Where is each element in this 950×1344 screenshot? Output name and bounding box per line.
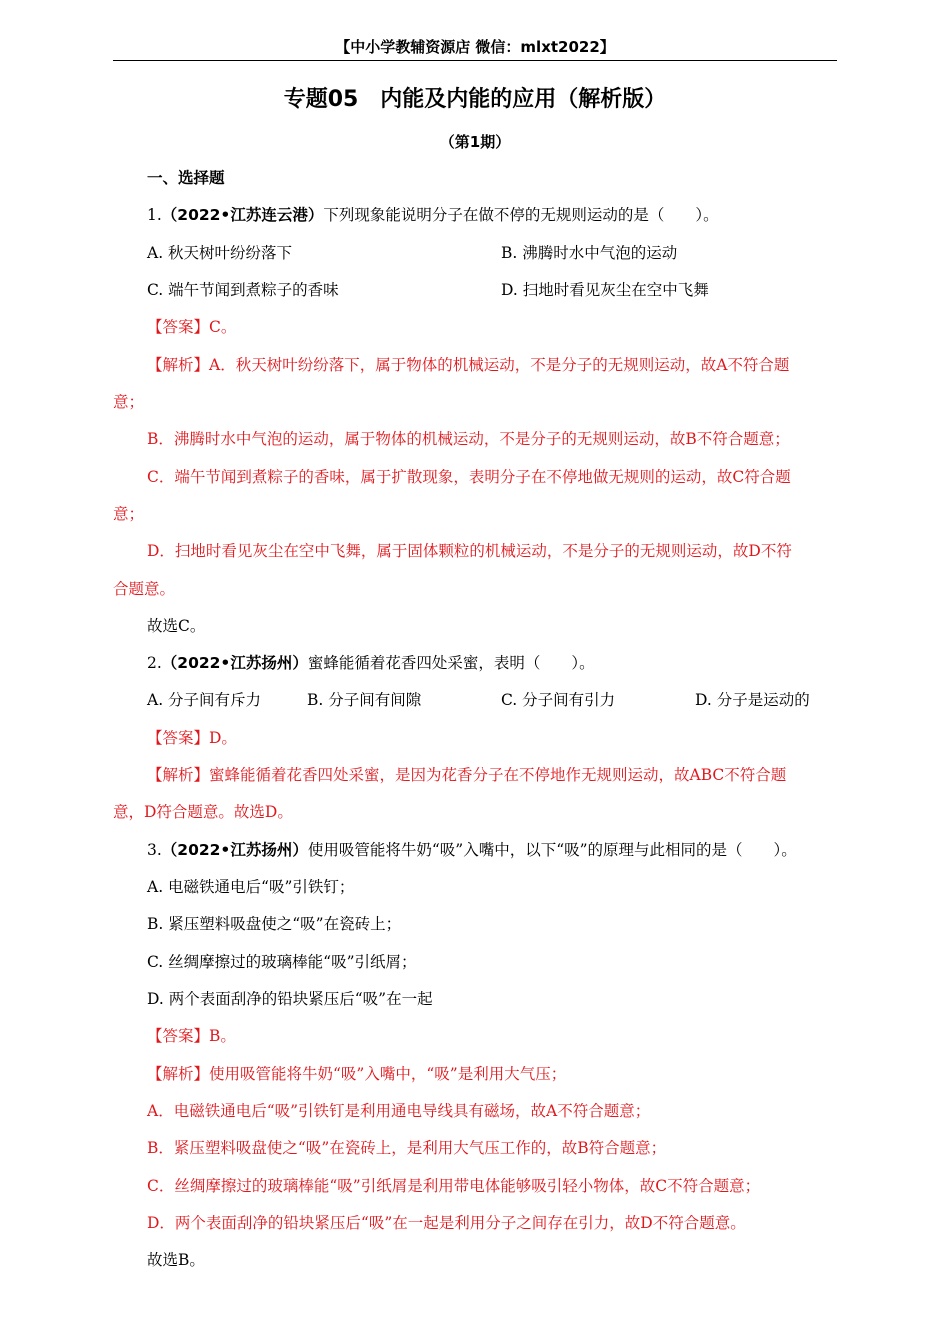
q3-analysis-line: 【解析】使用吸管能将牛奶“吸”入嘴中，“吸”是利用大气压；	[147, 1065, 567, 1083]
q2-option-a: A. 分子间有斥力	[147, 691, 262, 709]
q3-analysis-line: D．两个表面刮净的铅块紧压后“吸”在一起是利用分子之间存在引力，故D不符合题意。	[147, 1214, 746, 1232]
q3-answer: 【答案】B。	[147, 1027, 236, 1045]
q2-option-c: C. 分子间有引力	[501, 691, 616, 709]
q2-analysis-line: 意，D符合题意。故选D。	[113, 803, 293, 821]
q3-analysis-line: A．电磁铁通电后“吸”引铁钉是利用通电导线具有磁场，故A不符合题意；	[147, 1102, 651, 1120]
q1-analysis-line: 【解析】A．秋天树叶纷纷落下，属于物体的机械运动，不是分子的无规则运动，故A不符合题	[147, 356, 790, 374]
question-source: （2022•江苏连云港）	[161, 206, 324, 224]
q1-option-b: B. 沸腾时水中气泡的运动	[501, 244, 678, 262]
q3-analysis-line: B．紧压塑料吸盘使之“吸”在瓷砖上，是利用大气压工作的，故B符合题意；	[147, 1139, 667, 1157]
q1-conclusion: 故选C。	[147, 617, 206, 635]
q2-answer: 【答案】D。	[147, 729, 237, 747]
question-2-stem	[147, 653, 595, 673]
q3-option-c: C. 丝绸摩擦过的玻璃棒能“吸”引纸屑；	[147, 953, 417, 971]
question-text: 下列现象能说明分子在做不停的无规则运动的是（ ）。	[323, 206, 719, 224]
question-number: 1.	[147, 206, 162, 224]
q1-option-d: D. 扫地时看见灰尘在空中飞舞	[501, 281, 709, 299]
q1-answer: 【答案】C。	[147, 318, 237, 336]
q1-option-c: C. 端午节闻到煮粽子的香味	[147, 281, 339, 299]
question-source: （2022•江苏扬州）	[161, 654, 308, 672]
question-3-stem	[147, 840, 797, 860]
question-text: 使用吸管能将牛奶“吸”入嘴中，以下“吸”的原理与此相同的是（ ）。	[307, 841, 797, 859]
q1-analysis-line: B．沸腾时水中气泡的运动，属于物体的机械运动，不是分子的无规则运动，故B不符合题意；	[147, 430, 790, 448]
question-source: （2022•江苏扬州）	[161, 841, 308, 859]
q1-analysis-line: 意；	[113, 505, 145, 523]
q1-analysis-line: 合题意。	[113, 580, 176, 598]
q1-analysis-line: C．端午节闻到煮粽子的香味，属于扩散现象，表明分子在不停地做无规则的运动，故C符合题	[147, 468, 791, 486]
q1-option-a: A. 秋天树叶纷纷落下	[147, 244, 293, 262]
q3-conclusion: 故选B。	[147, 1251, 205, 1269]
q2-analysis-line: 【解析】蜜蜂能循着花香四处采蜜，是因为花香分子在不停地作无规则运动，故ABC不符合题	[147, 766, 787, 784]
q3-option-b: B. 紧压塑料吸盘使之“吸”在瓷砖上；	[147, 915, 402, 933]
page-header: 【中小学教辅资源店 微信：mlxt2022】	[335, 38, 615, 56]
question-number: 3.	[147, 841, 162, 859]
q2-option-d: D. 分子是运动的	[695, 691, 810, 709]
q3-option-d: D. 两个表面刮净的铅块紧压后“吸”在一起	[147, 990, 433, 1008]
header-divider	[113, 60, 837, 61]
question-1-stem	[147, 205, 719, 225]
document-subtitle: （第1期）	[439, 133, 511, 151]
question-text: 蜜蜂能循着花香四处采蜜，表明（ ）。	[307, 654, 595, 672]
q1-analysis-line: 意；	[113, 393, 145, 411]
q3-analysis-line: C．丝绸摩擦过的玻璃棒能“吸”引纸屑是利用带电体能够吸引轻小物体，故C不符合题意；	[147, 1177, 761, 1195]
q2-option-b: B. 分子间有间隙	[307, 691, 422, 709]
document-title: 专题05 内能及内能的应用（解析版）	[283, 87, 667, 112]
q1-analysis-line: D．扫地时看见灰尘在空中飞舞，属于固体颗粒的机械运动，不是分子的无规则运动，故D不符	[147, 542, 792, 560]
section-heading: 一、选择题	[147, 169, 225, 187]
question-number: 2.	[147, 654, 162, 672]
q3-option-a: A. 电磁铁通电后“吸”引铁钉；	[147, 878, 355, 896]
